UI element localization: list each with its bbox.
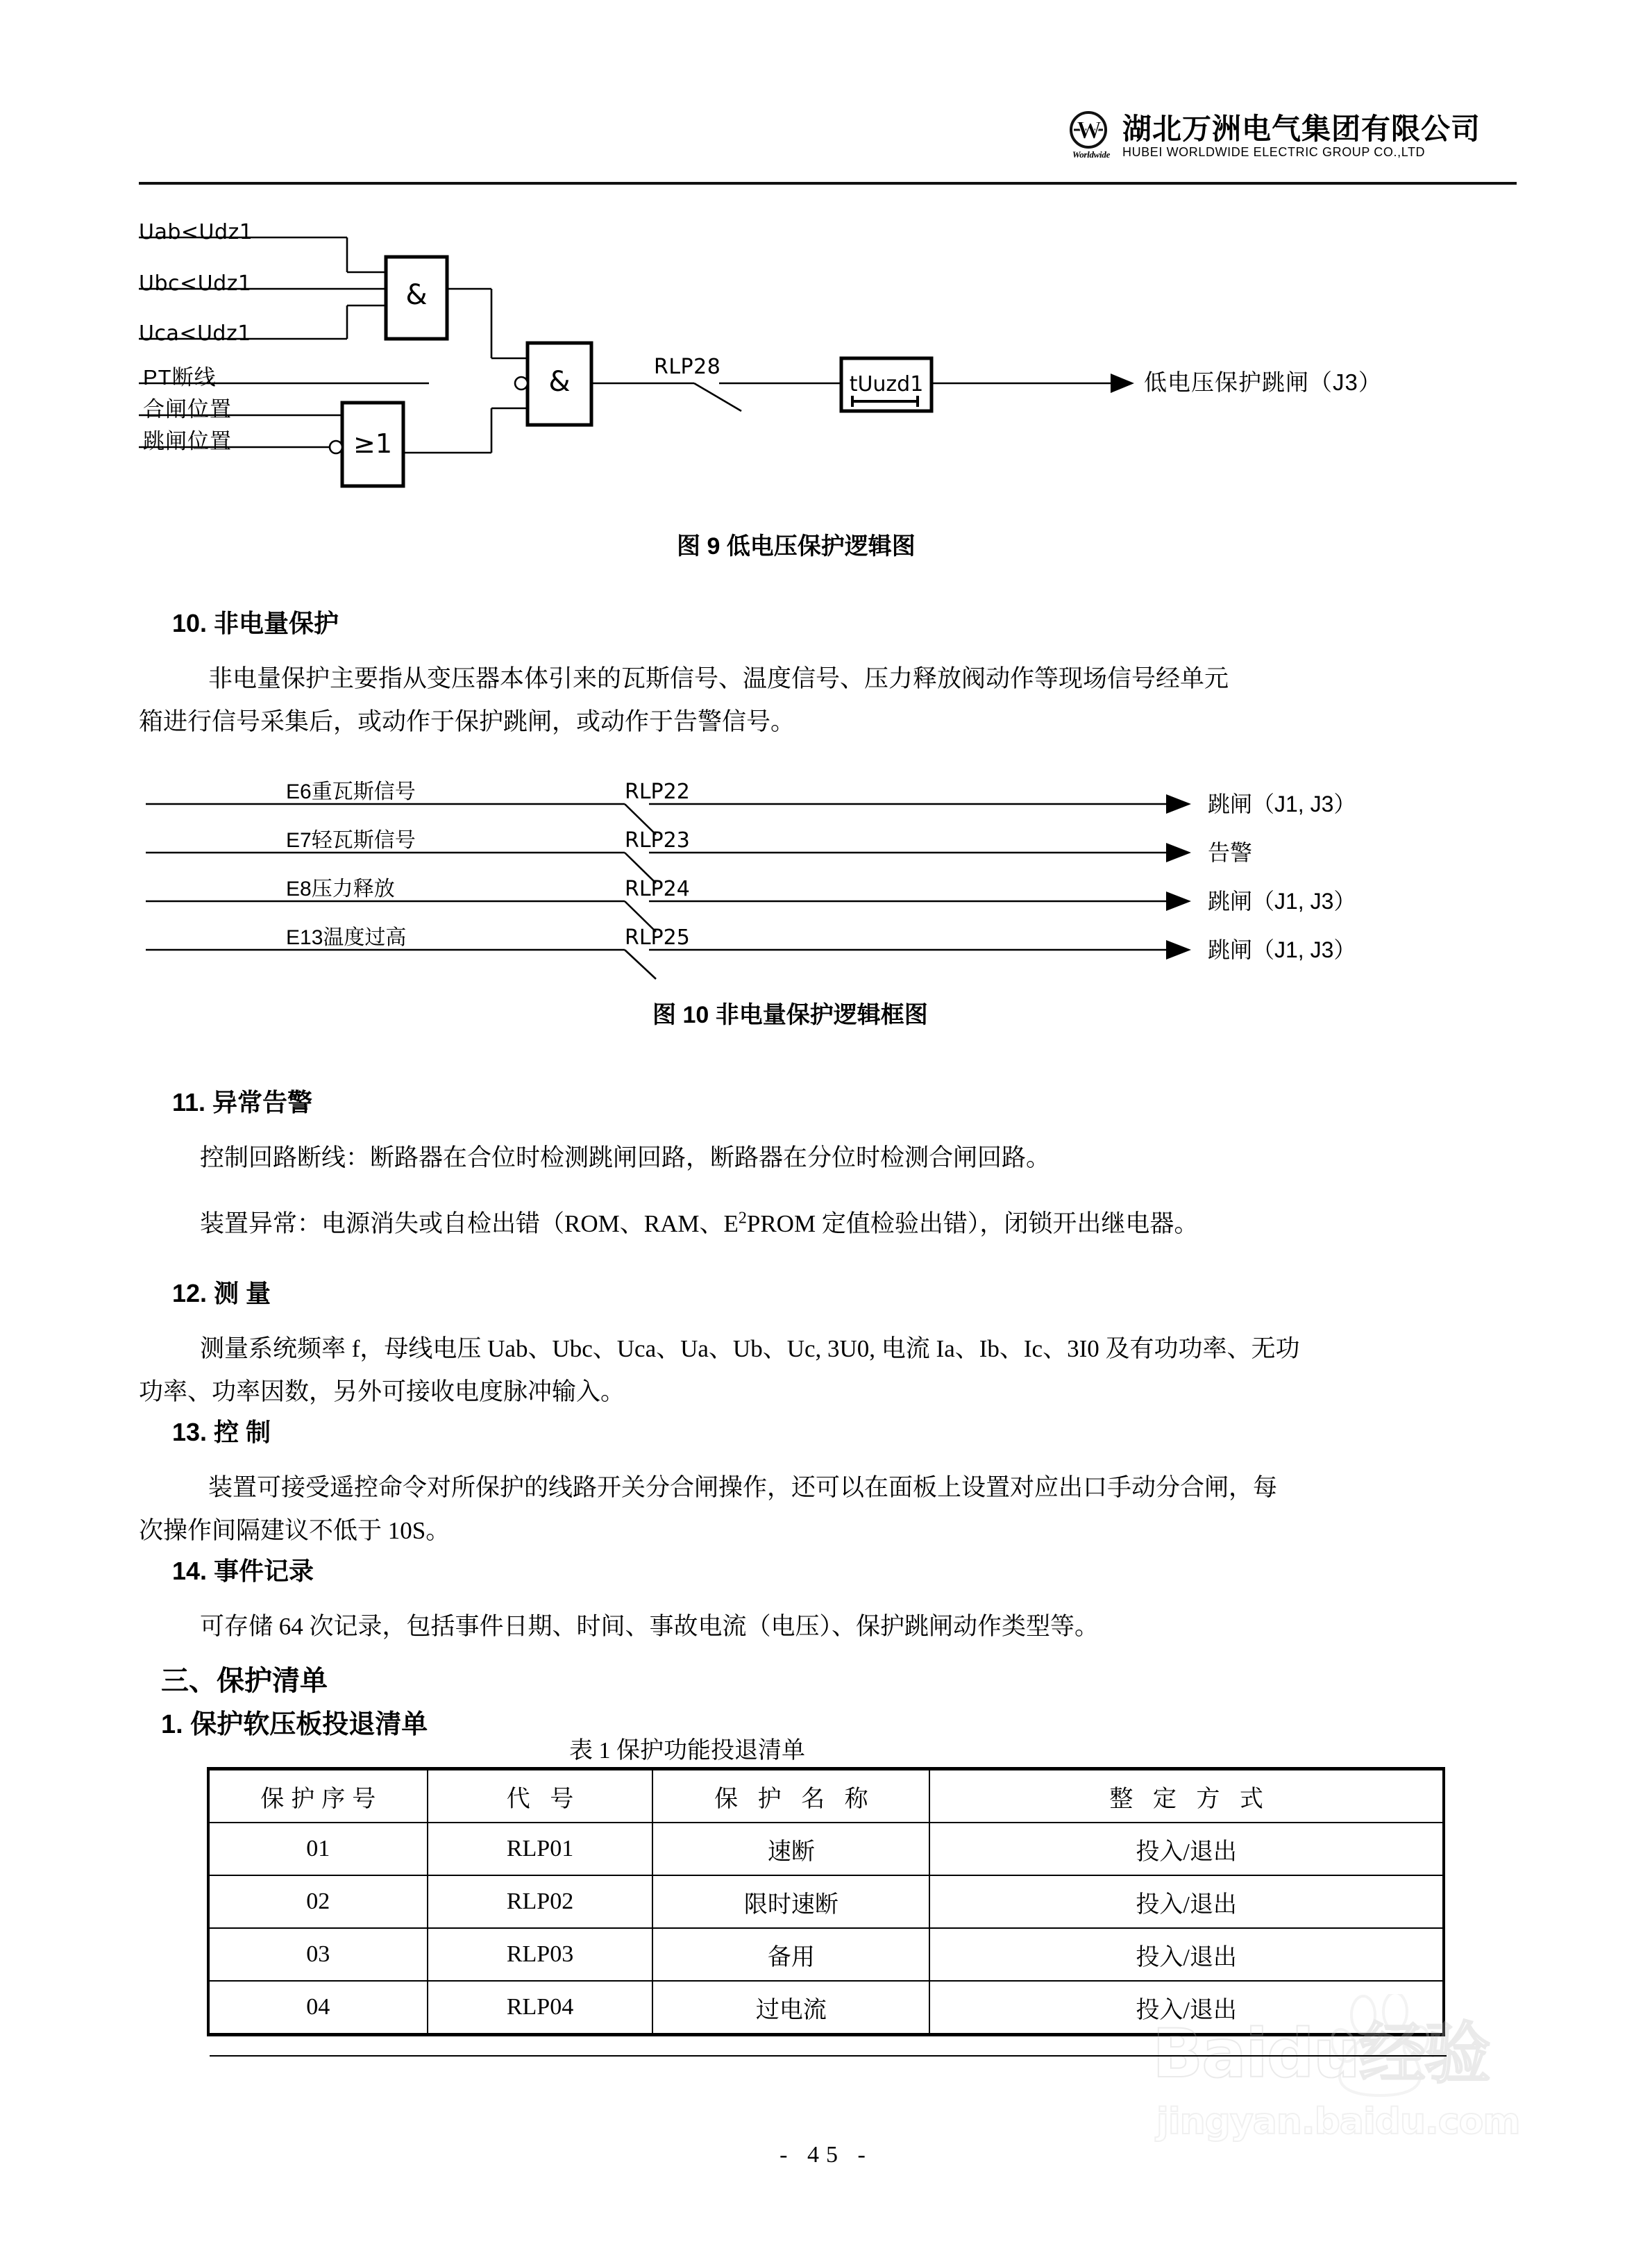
figure10-output-2: 跳闸（J1, J3） bbox=[1208, 889, 1356, 914]
table-cell-code: RLP03 bbox=[428, 1928, 653, 1981]
figure-9-low-voltage-logic-diagram bbox=[139, 194, 1520, 500]
watermark-url: jingyan.baidu.com bbox=[1156, 2101, 1520, 2143]
figure10-output-3: 跳闸（J1, J3） bbox=[1208, 937, 1356, 962]
section-13-heading: 13. 控 制 bbox=[172, 1418, 271, 1446]
figure10-arrow-3 bbox=[1166, 940, 1191, 960]
section-12-paragraph-line-2: 功率、功率因数，另外可接收电度脉冲输入。 bbox=[139, 1378, 625, 1405]
table-cell-mode: 投入/退出 bbox=[929, 1928, 1444, 1981]
section-11-para2-part-b: PROM 定值检验出错），闭锁开出继电器。 bbox=[746, 1210, 1199, 1237]
table-column-header-2: 保 护 名 称 bbox=[652, 1769, 929, 1823]
figure10-output-1: 告警 bbox=[1208, 840, 1253, 865]
table-cell-name: 备用 bbox=[652, 1928, 929, 1981]
footer-divider bbox=[210, 2055, 1447, 2057]
figure-10-non-electrical-protection-diagram bbox=[139, 771, 1520, 986]
section-11-paragraph-1: 控制回路断线：断路器在合位时检测跳闸回路，断路器在分位时检测合闸回路。 bbox=[200, 1144, 1051, 1171]
section-three-subheading: 1. 保护软压板投退清单 bbox=[161, 1710, 428, 1739]
figure10-signal-3: E13温度过高 bbox=[286, 926, 407, 949]
figure-9-svg bbox=[139, 194, 1520, 500]
section-14-heading: 14. 事件记录 bbox=[172, 1557, 314, 1585]
table-column-header-3: 整 定 方 式 bbox=[929, 1769, 1444, 1823]
table-cell-code: RLP04 bbox=[428, 1981, 653, 2035]
section-11-para2-part-a: 装置异常：电源消失或自检出错（ROM、RAM、E bbox=[200, 1210, 739, 1237]
table-row bbox=[208, 1981, 1444, 2035]
table-cell-mode: 投入/退出 bbox=[929, 1981, 1444, 2035]
company-name-cn: 湖北万洲电气集团有限公司 bbox=[1122, 112, 1481, 145]
logo-letter: W bbox=[1076, 116, 1100, 144]
table-cell-seq: 03 bbox=[208, 1928, 428, 1981]
figure10-softplate-1: RLP23 bbox=[625, 828, 690, 853]
section-13-paragraph-line-2: 次操作间隔建议不低于 10S。 bbox=[139, 1517, 450, 1544]
company-logo bbox=[1070, 111, 1481, 161]
section-11-para2-superscript: 2 bbox=[738, 1209, 747, 1228]
table-header-row bbox=[208, 1769, 1444, 1823]
logo-subtext: Worldwide bbox=[1072, 149, 1111, 160]
table-column-header-0: 保护序号 bbox=[208, 1769, 428, 1823]
figure9-input-label-1: Ubc<Udz1 bbox=[139, 271, 252, 296]
table-row bbox=[208, 1875, 1444, 1928]
section-12-heading: 12. 测 量 bbox=[172, 1279, 271, 1307]
table-column-header-1: 代 号 bbox=[428, 1769, 653, 1823]
section-13-paragraph-line-1: 装置可接受遥控命令对所保护的线路开关分合闸操作，还可以在面板上设置对应出口手动分合闸，每 bbox=[208, 1474, 1278, 1501]
table-cell-seq: 01 bbox=[208, 1823, 428, 1875]
figure10-arrow-2 bbox=[1166, 891, 1191, 911]
table-cell-code: RLP01 bbox=[428, 1823, 653, 1875]
page-header bbox=[0, 0, 1652, 191]
section-three-heading: 三、保护清单 bbox=[161, 1666, 328, 1696]
figure10-arrow-0 bbox=[1166, 794, 1191, 814]
figure9-input-label-0: Uab<Udz1 bbox=[139, 220, 253, 244]
table-cell-seq: 04 bbox=[208, 1981, 428, 2035]
figure9-input-label-4: 合闸位置 bbox=[143, 397, 232, 421]
figure9-output-label: 低电压保护跳闸（J3） bbox=[1144, 369, 1382, 395]
header-divider bbox=[139, 182, 1517, 185]
company-name-en: HUBEI WORLDWIDE ELECTRIC GROUP CO.,LTD bbox=[1122, 144, 1426, 159]
table-cell-mode: 投入/退出 bbox=[929, 1875, 1444, 1928]
figure10-signal-0: E6重瓦斯信号 bbox=[286, 780, 416, 803]
figure9-input-label-2: Uca<Udz1 bbox=[139, 321, 251, 346]
section-10-paragraph-line-2: 箱进行信号采集后，或动作于保护跳闸，或动作于告警信号。 bbox=[139, 708, 795, 735]
or-gate-label: ≥1 bbox=[353, 428, 393, 459]
section-12-paragraph-line-1: 测量系统频率 f，母线电压 Uab、Ubc、Uca、Ua、Ub、Uc, 3U0, 电流 Ia、Ib、Ic、3I0 及有功功率、无功 bbox=[200, 1335, 1300, 1362]
table-cell-name: 限时速断 bbox=[652, 1875, 929, 1928]
section-11-heading: 11. 异常告警 bbox=[172, 1088, 313, 1116]
page-number: - 45 - bbox=[779, 2142, 873, 2168]
protection-function-table bbox=[207, 1767, 1445, 2036]
watermark-brand: Baidu经验 bbox=[1152, 2015, 1490, 2093]
figure-9-caption: 图 9 低电压保护逻辑图 bbox=[677, 533, 916, 560]
figure10-softplate-0: RLP22 bbox=[625, 780, 690, 804]
section-14-paragraph-line-1: 可存储 64 次记录，包括事件日期、时间、事故电流（电压）、保护跳闸动作类型等。 bbox=[200, 1613, 1099, 1640]
figure-10-caption: 图 10 非电量保护逻辑框图 bbox=[652, 1002, 928, 1028]
figure10-signal-1: E7轻瓦斯信号 bbox=[286, 829, 416, 852]
table-cell-seq: 02 bbox=[208, 1875, 428, 1928]
figure10-softplate-3: RLP25 bbox=[625, 926, 690, 950]
section-10-paragraph-line-1: 非电量保护主要指从变压器本体引来的瓦斯信号、温度信号、压力释放阀动作等现场信号经单元 bbox=[208, 665, 1229, 692]
figure10-signal-2: E8压力释放 bbox=[286, 878, 395, 901]
table-cell-mode: 投入/退出 bbox=[929, 1823, 1444, 1875]
worldwide-logo-icon bbox=[1070, 111, 1113, 161]
figure10-softplate-2: RLP24 bbox=[625, 877, 690, 901]
figure9-softplate-label: RLP28 bbox=[654, 355, 721, 379]
and-gate-2-label: & bbox=[548, 366, 571, 398]
table-row bbox=[208, 1928, 1444, 1981]
table-cell-name: 过电流 bbox=[652, 1981, 929, 2035]
table-row bbox=[208, 1823, 1444, 1875]
table-cell-name: 速断 bbox=[652, 1823, 929, 1875]
output-arrow-head bbox=[1111, 374, 1134, 393]
section-11-paragraph-2 bbox=[200, 1205, 1198, 1244]
and-gate-1-label: & bbox=[405, 279, 428, 311]
timer-label: tUuzd1 bbox=[849, 372, 924, 396]
section-10-heading: 10. 非电量保护 bbox=[172, 609, 339, 637]
not-bubble-pt bbox=[515, 377, 528, 390]
table-1-caption: 表 1 保护功能投退清单 bbox=[569, 1738, 805, 1764]
figure10-output-0: 跳闸（J1, J3） bbox=[1208, 792, 1356, 817]
not-bubble-trip bbox=[330, 441, 342, 453]
figure9-input-label-5: 跳闸位置 bbox=[143, 429, 232, 453]
figure10-arrow-1 bbox=[1166, 843, 1191, 862]
table-cell-code: RLP02 bbox=[428, 1875, 653, 1928]
figure9-input-label-3: PT断线 bbox=[143, 365, 217, 390]
